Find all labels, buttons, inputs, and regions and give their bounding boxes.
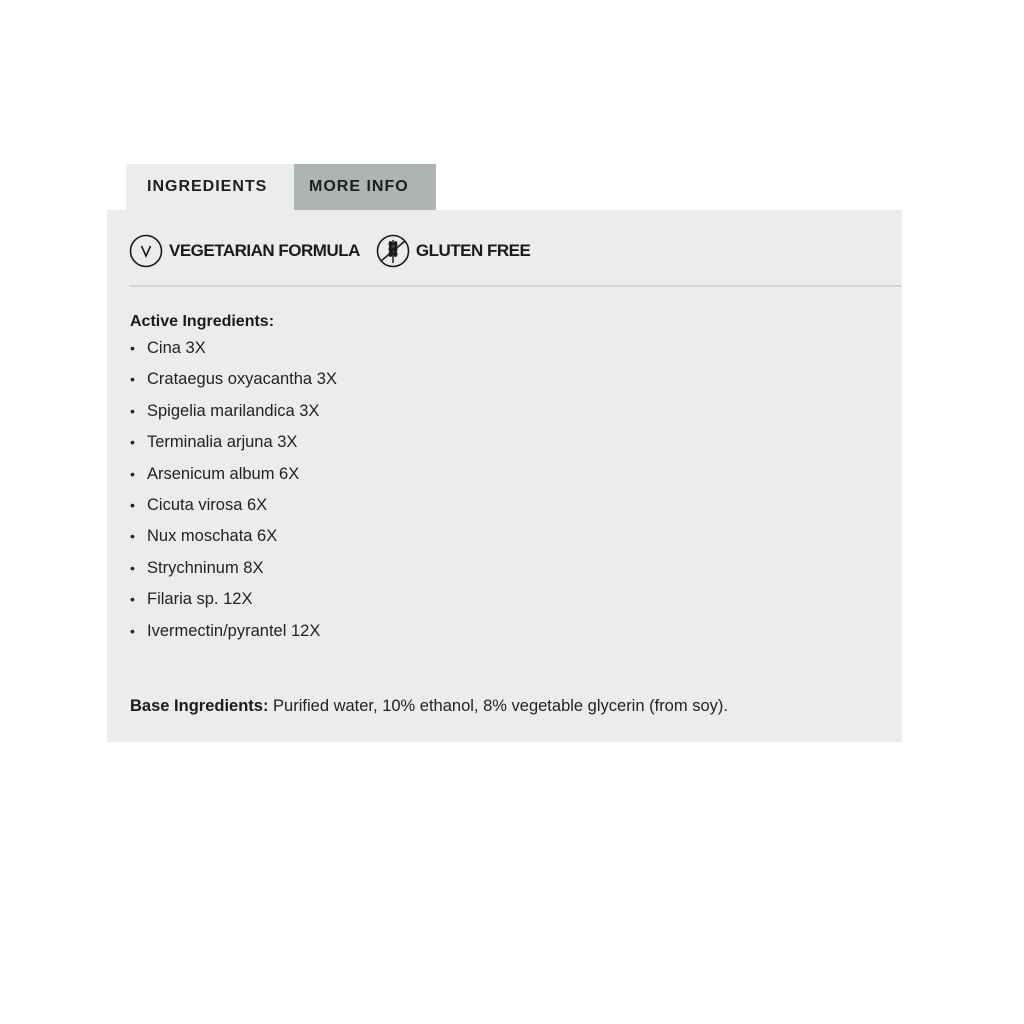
base-ingredients-text: Purified water, 10% ethanol, 8% vegetable glycerin (from soy).: [268, 697, 728, 715]
tab-ingredients[interactable]: INGREDIENTS: [126, 164, 294, 210]
badge-row: [129, 232, 546, 270]
vegetarian-badge: [129, 234, 360, 268]
list-item: • Spigelia marilandica 3X: [130, 401, 320, 420]
bullet-icon: •: [130, 340, 135, 356]
bullet-icon: •: [130, 622, 135, 639]
bullet-icon: •: [130, 591, 135, 608]
vegetarian-v-icon: [129, 234, 163, 268]
list-item: • Arsenicum album 6X: [130, 464, 300, 483]
list-item: • Strychninum 8X: [130, 558, 264, 577]
bullet-icon: •: [130, 465, 135, 482]
gluten-free-label: GLUTEN FREE: [415, 241, 531, 260]
list-item: • Terminalia arjuna 3X: [130, 433, 298, 452]
bullet-icon: •: [130, 434, 135, 451]
list-item: • Crataegus oxyacantha 3X: [130, 370, 337, 389]
bullet-icon: •: [130, 528, 135, 545]
list-item: • Cicuta virosa 6X: [130, 495, 268, 514]
ingredients-panel: [107, 210, 902, 742]
tab-more-info[interactable]: MORE INFO: [294, 164, 436, 210]
active-ingredients-heading: Active Ingredients:: [130, 313, 275, 330]
gluten-free-wheat-icon: [376, 234, 410, 268]
section-divider: [129, 285, 902, 287]
vegetarian-label: VEGETARIAN FORMULA: [169, 241, 360, 260]
bullet-icon: •: [130, 496, 135, 513]
bullet-icon: •: [130, 402, 135, 419]
tab-bar: [126, 164, 436, 210]
active-ingredients-list: [130, 337, 337, 651]
list-item: • Filaria sp. 12X: [130, 590, 253, 609]
bullet-icon: •: [130, 559, 135, 576]
gluten-free-badge: [376, 234, 530, 268]
base-ingredients-label: Base Ingredients:: [130, 697, 269, 715]
list-item: • Cina 3X: [130, 339, 206, 357]
list-item: • Ivermectin/pyrantel 12X: [130, 621, 321, 640]
base-ingredients: [130, 697, 728, 716]
bullet-icon: •: [130, 371, 135, 388]
list-item: • Nux moschata 6X: [130, 527, 278, 546]
